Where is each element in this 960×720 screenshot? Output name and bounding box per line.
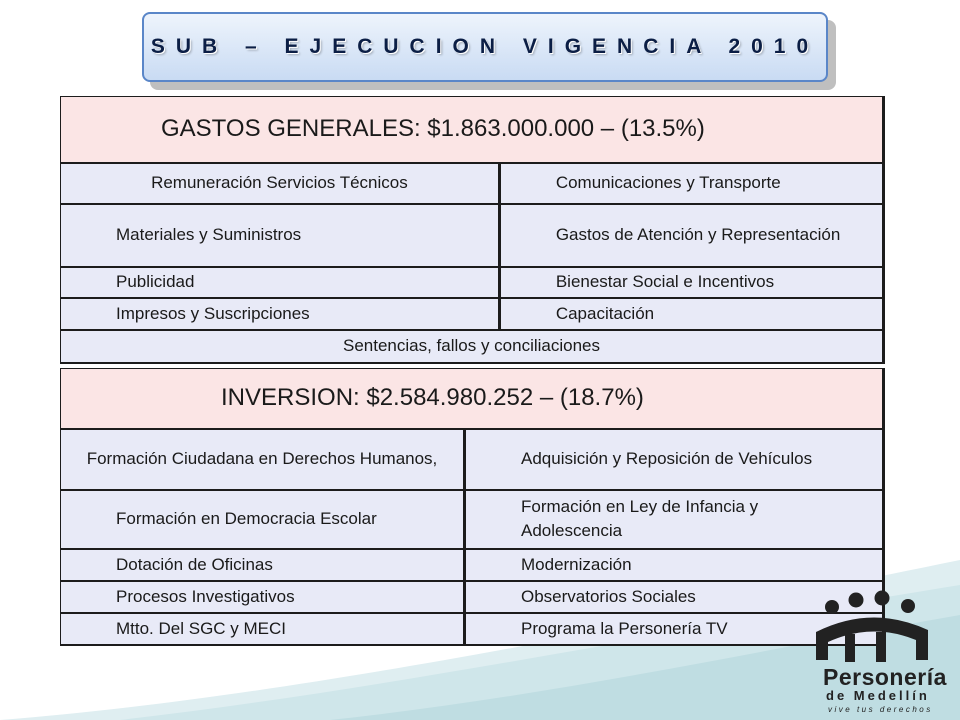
- logo-city: de Medellín: [826, 688, 930, 703]
- gastos-cell: Gastos de Atención y Representación: [499, 204, 883, 267]
- gastos-table: [60, 96, 885, 364]
- inversion-table: [60, 368, 885, 646]
- slide-title: SUB – EJECUCION VIGENCIA 2010: [150, 35, 820, 58]
- inversion-cell: Formación Ciudadana en Derechos Humanos,: [61, 429, 465, 490]
- gastos-cell: Impresos y Suscripciones: [61, 298, 500, 330]
- gastos-cell: Remuneración Servicios Técnicos: [61, 163, 500, 204]
- inversion-cell: Formación en Democracia Escolar: [61, 490, 465, 549]
- gastos-cell: Materiales y Suministros: [61, 204, 500, 267]
- logo-tagline: vive tus derechos: [828, 705, 933, 714]
- inversion-cell: Procesos Investigativos: [61, 581, 465, 613]
- inversion-cell: Dotación de Oficinas: [61, 549, 465, 581]
- inversion-header: INVERSION: $2.584.980.252 – (18.7%): [61, 369, 884, 429]
- inversion-cell: Adquisición y Reposición de Vehículos: [465, 429, 884, 490]
- gastos-cell: Comunicaciones y Transporte: [499, 163, 883, 204]
- inversion-cell: Modernización: [465, 549, 884, 581]
- inversion-cell: Formación en Ley de Infancia y Adolescencia: [465, 490, 884, 549]
- gastos-cell: Publicidad: [61, 267, 500, 298]
- gastos-cell: Bienestar Social e Incentivos: [499, 267, 883, 298]
- inversion-cell: Observatorios Sociales: [465, 581, 884, 613]
- gastos-header: GASTOS GENERALES: $1.863.000.000 – (13.5%): [61, 97, 884, 163]
- gastos-full-row: Sentencias, fallos y conciliaciones: [61, 330, 884, 363]
- inversion-cell: Mtto. Del SGC y MECI: [61, 613, 465, 645]
- inversion-cell: Programa la Personería TV: [465, 613, 884, 645]
- title-banner: [142, 12, 828, 82]
- logo-name: Personería: [823, 664, 947, 690]
- gastos-cell: Capacitación: [499, 298, 883, 330]
